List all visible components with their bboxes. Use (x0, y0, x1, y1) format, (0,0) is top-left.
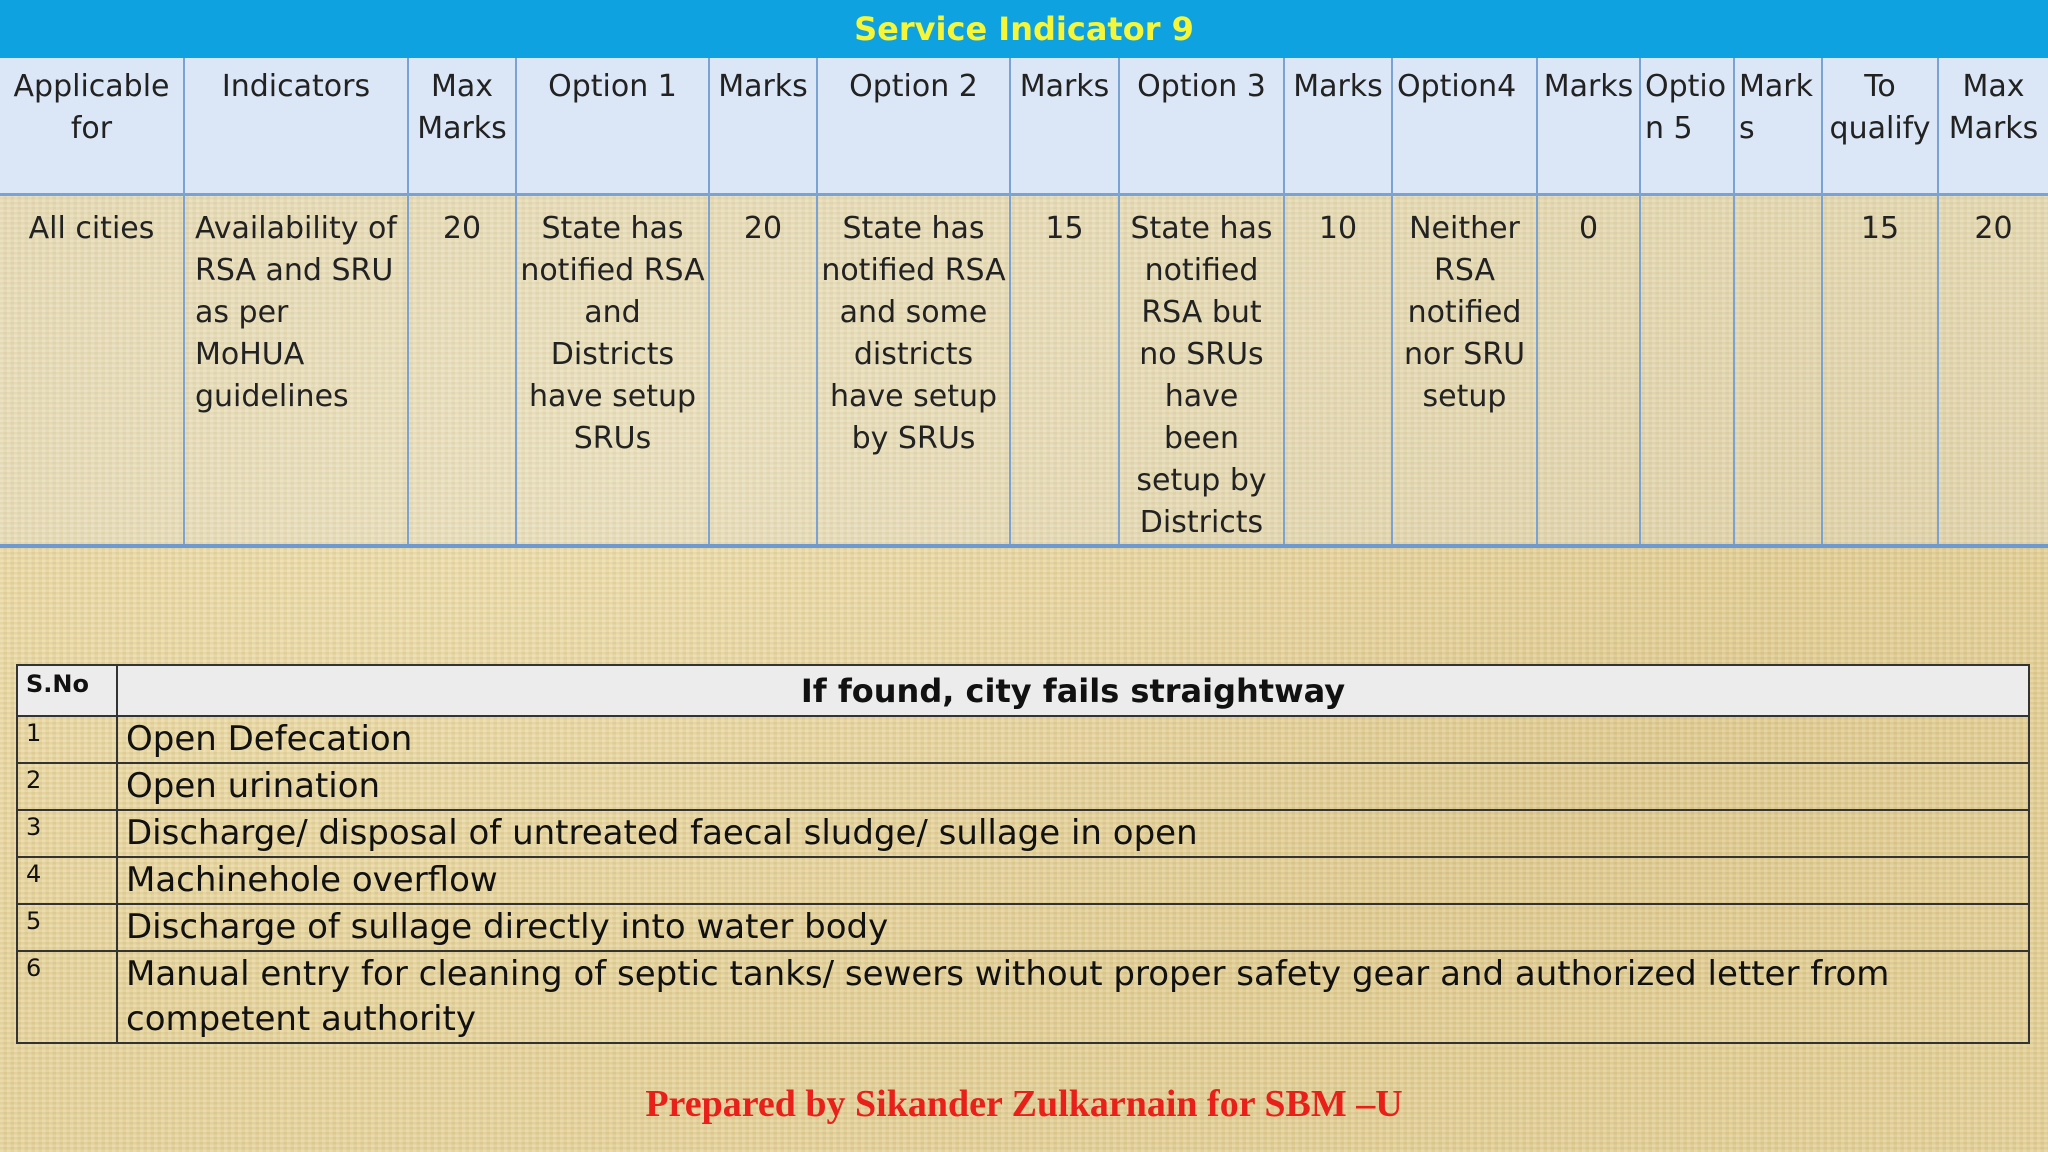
indicator-header-row (0, 58, 2048, 195)
cell-marks-2: 15 (1010, 195, 1119, 547)
cell-indicators: Availability of RSA and SRU as per MoHUA guidelines (184, 195, 408, 547)
cell-option-3: State has notified RSA but no SRUs have been setup by Districts (1119, 195, 1284, 547)
indicator-data-row (0, 195, 2048, 547)
fail-header-sno: S.No (17, 665, 117, 716)
header-option-3: Option 3 (1119, 58, 1284, 195)
cell-option-1: State has notified RSA and Districts have setup SRUs (516, 195, 709, 547)
cell-max-marks: 20 (408, 195, 516, 547)
header-option-5: Optio n 5 (1640, 58, 1734, 195)
row-sno: 2 (17, 763, 117, 810)
row-desc: Machinehole overflow (117, 857, 2029, 904)
slide-title: Service Indicator 9 (0, 0, 2048, 58)
header-marks-4: Marks (1537, 58, 1640, 195)
cell-applicable-for: All cities (0, 195, 184, 547)
cell-marks-5 (1734, 195, 1822, 547)
header-applicable-for: Applicable for (0, 58, 184, 195)
fail-conditions-table (16, 664, 2030, 1044)
row-desc: Discharge/ disposal of untreated faecal sludge/ sullage in open (117, 810, 2029, 857)
cell-option-2: State has notified RSA and some districts have setup by SRUs (817, 195, 1010, 547)
row-desc: Open Defecation (117, 716, 2029, 763)
table-row (17, 716, 2029, 763)
row-sno: 6 (17, 951, 117, 1043)
table-row (17, 951, 2029, 1043)
table-row (17, 857, 2029, 904)
indicator-table (0, 58, 2048, 548)
header-max-marks-2: Max Marks (1938, 58, 2048, 195)
table-row (17, 810, 2029, 857)
header-to-qualify: To qualify (1822, 58, 1938, 195)
footer-credit: Prepared by Sikander Zulkarnain for SBM –U (645, 1083, 1403, 1125)
header-option-4: Option4 (1392, 58, 1537, 195)
cell-to-qualify: 15 (1822, 195, 1938, 547)
header-marks-5: Mark s (1734, 58, 1822, 195)
fail-header-row (17, 665, 2029, 716)
table-row (17, 904, 2029, 951)
cell-marks-3: 10 (1284, 195, 1392, 547)
cell-max-marks-2: 20 (1938, 195, 2048, 547)
cell-marks-1: 20 (709, 195, 817, 547)
row-sno: 3 (17, 810, 117, 857)
header-marks-1: Marks (709, 58, 817, 195)
row-sno: 5 (17, 904, 117, 951)
cell-marks-4: 0 (1537, 195, 1640, 547)
header-option-1: Option 1 (516, 58, 709, 195)
fail-header-desc: If found, city fails straightway (117, 665, 2029, 716)
header-marks-3: Marks (1284, 58, 1392, 195)
header-indicators: Indicators (184, 58, 408, 195)
cell-option-4: Neither RSA notified nor SRU setup (1392, 195, 1537, 547)
row-sno: 1 (17, 716, 117, 763)
header-max-marks: Max Marks (408, 58, 516, 195)
row-desc: Manual entry for cleaning of septic tanks/ sewers without proper safety gear and authorized letter from competent authority (117, 951, 2029, 1043)
table-row (17, 763, 2029, 810)
row-desc: Discharge of sullage directly into water body (117, 904, 2029, 951)
row-sno: 4 (17, 857, 117, 904)
header-marks-2: Marks (1010, 58, 1119, 195)
row-desc: Open urination (117, 763, 2029, 810)
cell-option-5 (1640, 195, 1734, 547)
header-option-2: Option 2 (817, 58, 1010, 195)
